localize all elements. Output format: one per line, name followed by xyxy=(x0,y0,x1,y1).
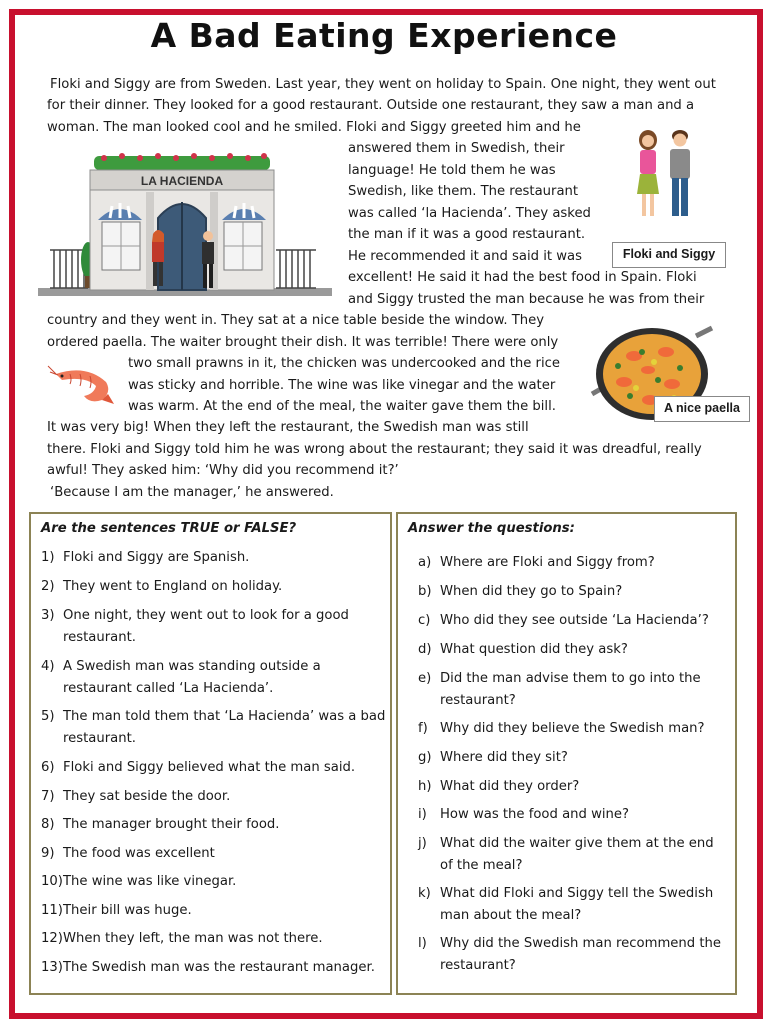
item-text: restaurant. xyxy=(63,630,136,645)
item-text: The wine was like vinegar. xyxy=(63,874,237,889)
item-number: 6) xyxy=(41,760,55,775)
item-number: 13) xyxy=(41,960,63,975)
story-line: It was very big! When they left the restaurant, the Swedish man was still xyxy=(47,420,529,435)
story-line: He recommended it and said it was xyxy=(348,249,582,264)
questions-box xyxy=(396,512,737,995)
story-line: awful! They asked him: ‘Why did you recommend it?’ xyxy=(47,463,399,478)
item-text: restaurant called ‘La Hacienda’. xyxy=(63,681,274,696)
item-number: j) xyxy=(418,836,427,851)
story-line: Floki and Siggy are from Sweden. Last year, they went on holiday to Spain. One night, they went out xyxy=(50,77,716,92)
story-line: language! He told them he was xyxy=(348,163,556,178)
item-text: restaurant. xyxy=(63,731,136,746)
item-number: 4) xyxy=(41,659,55,674)
item-text: The food was excellent xyxy=(63,846,215,861)
item-text: restaurant? xyxy=(440,958,516,973)
item-number: a) xyxy=(418,555,432,570)
story-line: ordered paella. The waiter brought their dish. It was terrible! There were only xyxy=(47,335,559,350)
item-number: 5) xyxy=(41,709,55,724)
item-text: What question did they ask? xyxy=(440,642,628,657)
item-text: The Swedish man was the restaurant manager. xyxy=(63,960,375,975)
item-number: d) xyxy=(418,642,432,657)
item-number: 2) xyxy=(41,579,55,594)
item-text: Floki and Siggy believed what the man said. xyxy=(63,760,356,775)
item-number: 7) xyxy=(41,789,55,804)
item-text: What did they order? xyxy=(440,779,580,794)
item-text: They sat beside the door. xyxy=(63,789,231,804)
story-line: the man if it was a good restaurant. xyxy=(348,227,586,242)
true-false-box xyxy=(29,512,392,995)
item-text: How was the food and wine? xyxy=(440,807,629,822)
item-number: 12) xyxy=(41,931,63,946)
couple-caption: Floki and Siggy xyxy=(612,242,726,268)
item-number: 3) xyxy=(41,608,55,623)
story-line: there. Floki and Siggy told him he was wrong about the restaurant; they said it was dreadful, really xyxy=(47,442,702,457)
item-text: restaurant? xyxy=(440,693,516,708)
item-number: l) xyxy=(418,936,427,951)
item-text: When did they go to Spain? xyxy=(440,584,623,599)
story-line: was sticky and horrible. The wine was like vinegar and the water xyxy=(128,378,556,393)
item-number: 10) xyxy=(41,874,63,889)
item-text: man about the meal? xyxy=(440,908,582,923)
story-line: ‘Because I am the manager,’ he answered. xyxy=(50,485,334,500)
item-number: 1) xyxy=(41,550,55,565)
story-line: two small prawns in it, the chicken was undercooked and the rice xyxy=(128,356,561,371)
story-line: excellent! He said it had the best food in Spain. Floki xyxy=(348,270,697,285)
item-text: The man told them that ‘La Hacienda’ was a bad xyxy=(63,709,386,724)
item-number: 11) xyxy=(41,903,63,918)
item-text: One night, they went out to look for a good xyxy=(63,608,349,623)
item-number: c) xyxy=(418,613,431,628)
item-text: Where are Floki and Siggy from? xyxy=(440,555,655,570)
restaurant-illustration xyxy=(38,150,332,300)
true-false-heading: Are the sentences TRUE or FALSE? xyxy=(41,521,297,536)
item-text: Who did they see outside ‘La Hacienda’? xyxy=(440,613,709,628)
story-line: answered them in Swedish, their xyxy=(348,141,565,156)
item-text: The manager brought their food. xyxy=(63,817,280,832)
item-text: Their bill was huge. xyxy=(63,903,192,918)
item-text: A Swedish man was standing outside a xyxy=(63,659,321,674)
couple-illustration xyxy=(628,128,704,220)
item-number: g) xyxy=(418,750,432,765)
item-text: What did the waiter give them at the end xyxy=(440,836,714,851)
item-text: Why did they believe the Swedish man? xyxy=(440,721,705,736)
questions-heading: Answer the questions: xyxy=(408,521,575,536)
item-number: b) xyxy=(418,584,432,599)
story-line: for their dinner. They looked for a good restaurant. Outside one restaurant, they saw a man and a xyxy=(47,98,695,113)
item-text: Did the man advise them to go into the xyxy=(440,671,701,686)
item-number: 8) xyxy=(41,817,55,832)
item-number: 9) xyxy=(41,846,55,861)
page-title: A Bad Eating Experience xyxy=(150,16,618,55)
item-number: f) xyxy=(418,721,428,736)
story-line: was warm. At the end of the meal, the waiter gave them the bill. xyxy=(128,399,556,414)
story-line: and Siggy trusted the man because he was from their xyxy=(348,292,705,307)
item-text: of the meal? xyxy=(440,858,523,873)
item-text: When they left, the man was not there. xyxy=(63,931,323,946)
story-line: Swedish, like them. The restaurant xyxy=(348,184,579,199)
item-number: i) xyxy=(418,807,427,822)
story-line: country and they went in. They sat at a nice table beside the window. They xyxy=(47,313,545,328)
story-line: was called ‘la Hacienda’. They asked xyxy=(348,206,591,221)
item-number: h) xyxy=(418,779,432,794)
item-number: k) xyxy=(418,886,431,901)
item-text: Where did they sit? xyxy=(440,750,568,765)
restaurant-sign: LA HACIENDA xyxy=(140,174,224,188)
item-text: They went to England on holiday. xyxy=(63,579,283,594)
item-text: Why did the Swedish man recommend the xyxy=(440,936,721,951)
shrimp-illustration xyxy=(46,360,118,408)
paella-caption: A nice paella xyxy=(654,396,750,422)
story-line: woman. The man looked cool and he smiled. Floki and Siggy greeted him and he xyxy=(47,120,581,135)
item-text: What did Floki and Siggy tell the Swedish xyxy=(440,886,714,901)
item-text: Floki and Siggy are Spanish. xyxy=(63,550,250,565)
item-number: e) xyxy=(418,671,432,686)
